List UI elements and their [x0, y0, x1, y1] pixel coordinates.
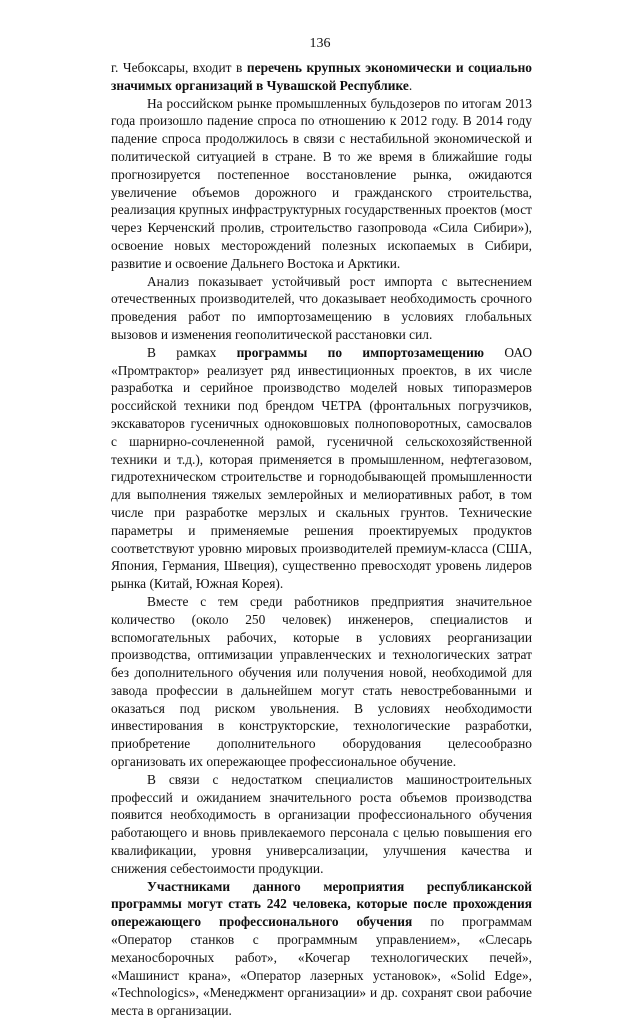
bold-text-segment: программы по импортозамещению — [236, 344, 485, 360]
paragraph — [111, 344, 532, 593]
text-segment: . — [408, 77, 413, 93]
paragraph — [111, 878, 532, 1020]
text-segment: На российском рынке промышленных бульдозеров по итогам 2013 года произошло падение спроса по отношению к 2012 году. В 2014 году падение спроса продолжилось в связи с нестабильной экономической и политической ситуацией в стране. В то же время в ближайшие годы прогнозируется постепенное восстановление рынка, ожидаются увеличение объемов дорожного и гражданского строительства, реализация крупных инфраструктурных государственных проектов (мост через Керченский пролив, строительство газопровода «Сила Сибири»), освоение новых месторождений полезных ископаемых в Сибири, развитие и освоение Дальнего Востока и Арктики. — [111, 95, 532, 271]
text-segment: В связи с недостатком специалистов машиностроительных профессий и ожиданием значительного роста объемов производства появится необходимость в организации профессионального обучения работающего и вновь привлекаемого персонала с целью повышения его квалификации, уровня универсализации, улучшения качества и снижения себестоимости продукции. — [111, 771, 532, 876]
text-segment: В рамках — [147, 344, 237, 360]
page-number: 136 — [309, 36, 331, 51]
paragraph — [111, 771, 532, 878]
paragraph — [111, 593, 532, 771]
text-segment: Вместе с тем среди работников предприятия значительное количество (около 250 человек) инженеров, специалистов и вспомогательных рабочих, которые в условиях реорганизации производства, оптимизации управленческих и технологических затрат без дополнительного обучения или получения новой, необходимой для завода профессии в дальнейшем могут стать невостребованными и оказаться под риском увольнения. В условиях необходимости инвестирования в конструкторские, технологические разработки, приобретение дополнительного оборудования целесообразно организовать их опережающее профессиональное обучение. — [111, 593, 532, 770]
text-segment: по программам «Оператор станков с программным управлением», «Слесарь механосборочных работ», «Кочегар технологических печей», «Машинист крана», «Оператор лазерных установок», «Solid Edge», «Technologics», «Менеджмент организации» и др. сохранят свои рабочие места в организации. — [111, 914, 532, 1019]
text-segment: г. Чебоксары, входит в — [111, 60, 247, 75]
text-segment: Анализ показывает устойчивый рост импорта с вытеснением отечественных производителей, что доказывает необходимость срочного проведения работ по импортозамещению в условиях глобальных вызовов и изменения геополитической расстановки сил. — [111, 273, 532, 342]
paragraph — [111, 273, 532, 344]
bold-text-segment: перечень крупных экономически и социально значимых организаций в Чувашской Республике — [111, 60, 533, 93]
text-segment: ОАО «Промтрактор» реализует ряд инвестиционных проектов, в их числе разработка и серийное производство моделей новых типоразмеров российской техники под брендом ЧЕТРА (фронтальных погрузчиков, экскаваторов гусеничных одноковшовых полноповоротных, самосвалов с шарнирно-сочлененной рамой, гусеничной сельскохозяйственной техники и т.д.), которая применяется в промышленном, нефтегазовом, гидротехническом строительстве и горнодобывающей промышленности для выполнения тяжелых землеройных и мелиоративных работ, в том числе при разработке мерзлых и скальных грунтов. Технические параметры и применяемые решения проектируемых продуктов соответствуют уровню мировых производителей премиум-класса (США, Япония, Германия, Швеция), существенно превосходят уровень лидеров рынка (Китай, Южная Корея). — [111, 344, 532, 592]
bold-text-segment: Участниками данного мероприятия республиканской программы могут стать 242 человека, которые после прохождения опережающего профессионального обучения — [111, 878, 532, 930]
paragraph — [111, 59, 532, 95]
paragraph — [111, 95, 532, 273]
body-text — [111, 59, 532, 1020]
